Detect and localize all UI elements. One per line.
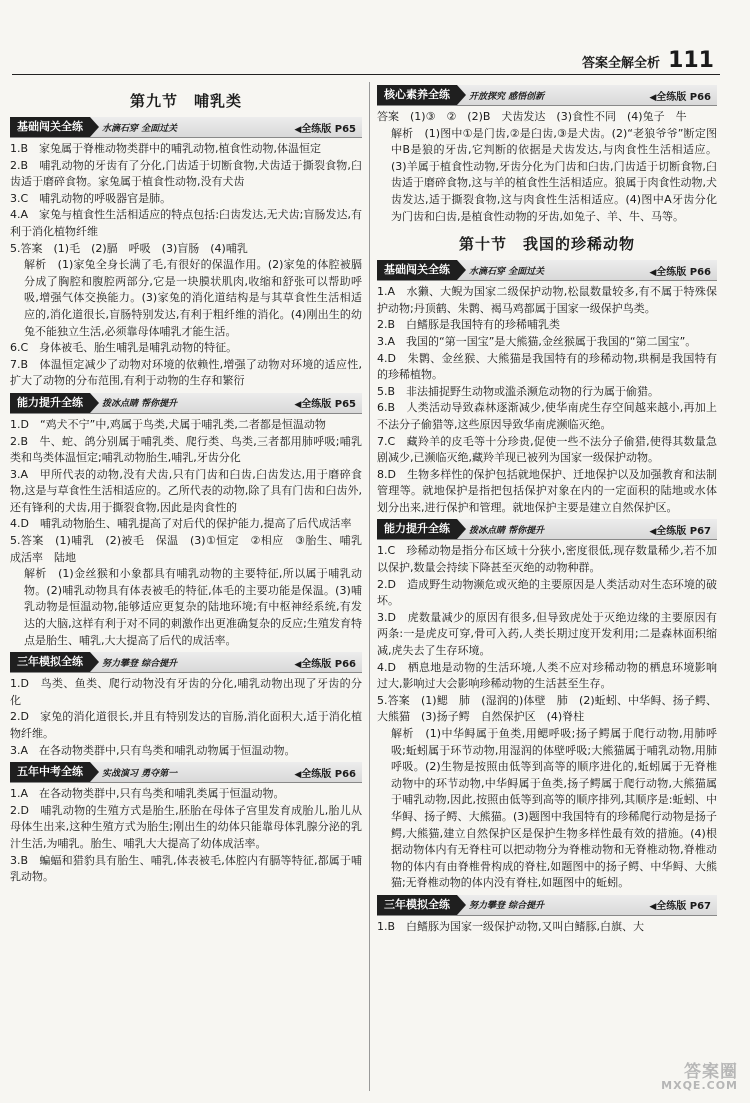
explanation: 解析 (1)金丝猴和小象都具有哺乳动物的主要特征,所以属于哺乳动物。(2)哺乳动物具有体表被毛的特征,体毛的主要功能是保温。(3)哺乳动物是恒温动物,能够适应更复杂的陆地环境;有中枢神经系统,有发达的大脑,这样有利于对不同的刺激作出更准确复杂的反应;生殖发育特点是胎生、哺乳,大大提高了后代的成活率。 bbox=[24, 567, 362, 647]
pointer-arrow-icon: ◀ bbox=[294, 769, 302, 780]
banner-tag: 基础闯关全练 bbox=[377, 260, 457, 280]
header-rule bbox=[12, 74, 720, 75]
answer-item: 5.答案 (1)哺乳 (2)被毛 保温 (3)①恒定 ②相应 ③胎生、哺乳 成活率 陆地 bbox=[10, 534, 373, 564]
answer-item: 3.A 我国的“第一国宝”是大熊猫,金丝猴属于我国的“第二国宝”。 bbox=[377, 334, 697, 348]
section-banner bbox=[10, 393, 362, 414]
answer-item: 2.B 牛、蛇、鸽分别属于哺乳类、爬行类、鸟类,三者都用肺呼吸;哺乳类和鸟类体温恒定;哺乳动物胎生,哺乳,牙齿分化 bbox=[10, 434, 362, 465]
answer-item: 1.D “鸡犬不宁”中,鸡属于鸟类,犬属于哺乳类,二者都是恒温动物 bbox=[10, 417, 326, 431]
answer-item: 4.D 朱鹮、金丝猴、大熊猫是我国特有的珍稀动物,珙桐是我国特有的珍稀植物。 bbox=[377, 351, 717, 382]
answer-item: 6.B 人类活动导致森林逐渐减少,使华南虎生存空间越来越小,再加上不法分子偷猎等,这些原因导致华南虎濒临灭绝。 bbox=[377, 401, 717, 431]
section-banner bbox=[377, 260, 717, 281]
pointer-arrow-icon: ◀ bbox=[649, 526, 657, 537]
banner-tag: 三年模拟全练 bbox=[10, 652, 90, 672]
answer-block bbox=[377, 543, 717, 891]
answer-block bbox=[377, 109, 717, 225]
answer-block bbox=[10, 676, 362, 759]
answer-item: 4.D 栖息地是动物的生活环境,人类不应对珍稀动物的栖息环境影响过大,影响过大会影响珍稀动物的生活甚至生存。 bbox=[377, 660, 717, 691]
banner-tag: 五年中考全练 bbox=[10, 762, 90, 782]
answer-item: 1.B 家兔属于脊椎动物类群中的哺乳动物,植食性动物,体温恒定 bbox=[10, 142, 322, 155]
banner-slogan: 拨冰点睛 帮你提升 bbox=[102, 399, 178, 410]
answer-item: 1.A 水獭、大鲵为国家二级保护动物,松鼠数量较多,有不属于特殊保护动物;丹顶鹤、朱鹮、褐马鸡都属于国家一级保护鸟类。 bbox=[377, 285, 717, 315]
banner-ref bbox=[294, 765, 362, 780]
watermark-logo bbox=[628, 1062, 738, 1097]
answer-item: 5.答案 (1)鳃 肺 (湿润的)体壁 肺 (2)蚯蚓、中华鲟、扬子鳄、大熊猫 (3)扬子鳄 自然保护区 (4)脊柱 bbox=[377, 693, 717, 724]
watermark-main: 答案圈 bbox=[684, 1062, 738, 1082]
banner-ref-text: 全练版 P66 bbox=[301, 658, 356, 670]
right-column bbox=[377, 82, 717, 936]
answer-item: 5.答案 (1)毛 (2)膈 呼吸 (3)盲肠 (4)哺乳 bbox=[10, 241, 248, 255]
banner-ref-text: 全练版 P65 bbox=[301, 123, 356, 135]
banner-slogan: 努力攀登 综合提升 bbox=[469, 901, 545, 912]
answer-block bbox=[377, 919, 717, 936]
answer-item: 2.D 家兔的消化道很长,并且有特别发达的盲肠,消化面积大,适于消化植物纤维。 bbox=[10, 710, 362, 740]
banner-slogan: 开放探究 感悟创新 bbox=[469, 91, 545, 102]
answer-block bbox=[377, 284, 717, 516]
pointer-arrow-icon: ◀ bbox=[649, 267, 657, 278]
answer-item: 2.D 哺乳动物的生殖方式是胎生,胚胎在母体子宫里发育成胎儿,胎儿从母体生出来,这种生殖方式为胎生;刚出生的幼体只能靠母体乳腺分泌的乳汁生活,为哺乳。胎生、哺乳大大提高了幼体成活率。 bbox=[10, 803, 362, 850]
section-banner bbox=[377, 895, 717, 916]
answer-block bbox=[10, 417, 373, 649]
banner-ref bbox=[294, 120, 362, 135]
answer-item: 1.D 鸟类、鱼类、爬行动物没有牙齿的分化,哺乳动物出现了牙齿的分化 bbox=[10, 677, 362, 707]
banner-tag: 核心素养全练 bbox=[377, 85, 457, 105]
answer-item: 答案 (1)③ ② (2)B 犬齿发达 (3)食性不同 (4)兔子 牛 bbox=[377, 110, 687, 123]
section-title: 第十节 我国的珍稀动物 bbox=[458, 235, 635, 254]
section-banner bbox=[377, 519, 717, 540]
banner-slogan: 水滴石穿 全面过关 bbox=[469, 266, 545, 277]
banner-ref-text: 全练版 P67 bbox=[656, 901, 711, 913]
section-banner bbox=[10, 652, 362, 673]
left-column bbox=[10, 82, 373, 886]
answer-item: 6.C 身体被毛、胎生哺乳是哺乳动物的特征。 bbox=[10, 341, 238, 355]
banner-tag: 三年模拟全练 bbox=[377, 895, 457, 915]
banner-ref bbox=[649, 263, 717, 278]
banner-slogan: 实战演习 勇夺第一 bbox=[102, 768, 178, 779]
pointer-arrow-icon: ◀ bbox=[294, 400, 302, 411]
banner-ref bbox=[649, 897, 717, 912]
banner-ref-text: 全练版 P66 bbox=[656, 266, 711, 278]
answer-item: 4.A 家兔与植食性生活相适应的特点包括:臼齿发达,无犬齿;盲肠发达,有利于消化植物纤维 bbox=[10, 208, 362, 238]
answer-item: 7.C 藏羚羊的皮毛等十分珍贵,促使一些不法分子偷猎,使得其数量急剧减少,已濒临灭绝,藏羚羊现已被列为国家一级保护动物。 bbox=[377, 434, 717, 465]
answer-item: 2.B 白鳍豚是我国特有的珍稀哺乳类 bbox=[377, 318, 561, 332]
banner-slogan: 努力攀登 综合提升 bbox=[102, 658, 178, 669]
banner-tag: 能力提升全练 bbox=[377, 519, 457, 539]
banner-slogan: 拨冰点睛 帮你提升 bbox=[469, 525, 545, 536]
answer-item: 3.A 甲所代表的动物,没有犬齿,只有门齿和臼齿,臼齿发达,用于磨碎食物,这是与草食性生活相适应的。乙所代表的动物,除了具有门齿和臼齿外,还有锋利的犬齿,用于撕裂食物,因此是肉食性的 bbox=[10, 467, 362, 514]
answer-item: 3.D 虎数量减少的原因有很多,但导致虎处于灭绝边缘的主要原因有两条:一是虎皮可穿,骨可入药,人类长期过度开发利用;二是森林面积缩减,虎失去了生存环境。 bbox=[377, 610, 717, 658]
explanation: 解析 (1)图中①是门齿,②是臼齿,③是犬齿。(2)“老狼爷爷”断定图中B是狼的牙齿,它判断的依据是犬齿发达,与肉食性生活相适应。(3)羊属于植食性动物,牙齿分化为门齿和臼齿,门齿适于切断食物,臼齿适于磨碎食物,这与羊的植食性生活相适应。狼属于肉食性动物,犬齿发达,适于撕裂食物,这与肉食性生活相适应。(4)图中A牙齿分化为门齿和臼齿,是植食性动物的牙齿,如兔子、羊、牛、马等。 bbox=[391, 126, 717, 223]
explanation: 解析 (1)中华鲟属于鱼类,用鳃呼吸;扬子鳄属于爬行动物,用肺呼吸;蚯蚓属于环节动物,用湿润的体壁呼吸;大熊猫属于哺乳动物,用肺呼吸。(2)生物是按照由低等到高等的顺序进化的,蚯蚓属于无脊椎动物中的环节动物,中华鲟属于鱼类,扬子鳄属于爬行动物,大熊猫属于哺乳动物,因此,按照由低等到高等的顺序排列,其顺序是:蚯蚓、中华鲟、扬子鳄、大熊猫。(3)题图中我国特有的珍稀爬行动物是扬子鳄,大熊猫,建立自然保护区是保护生物多样性最有效的措施。(4)根据动物体内有无脊柱可以把动物分为脊椎动物和无脊椎动物,脊椎动物的体内有由脊椎骨构成的脊柱,如题图中的扬子鳄、中华鲟、大熊猫;无脊椎动物的体内没有脊柱,如题图中的蚯蚓。 bbox=[391, 727, 717, 890]
answer-item: 2.D 造成野生动物濒危或灭绝的主要原因是人类活动对生态环境的破坏。 bbox=[377, 577, 717, 608]
pointer-arrow-icon: ◀ bbox=[294, 124, 302, 135]
section-banner bbox=[10, 117, 362, 138]
answer-item: 1.A 在各动物类群中,只有鸟类和哺乳类属于恒温动物。 bbox=[10, 787, 285, 801]
header-title: 答案全解全析 bbox=[582, 56, 661, 71]
answer-item: 3.A 在各动物类群中,只有鸟类和哺乳动物属于恒温动物。 bbox=[10, 743, 296, 757]
answer-item: 4.D 哺乳动物胎生、哺乳提高了对后代的保护能力,提高了后代成活率 bbox=[10, 517, 352, 531]
banner-ref-text: 全练版 P65 bbox=[301, 399, 356, 411]
answer-block bbox=[10, 141, 362, 390]
page-number: 111 bbox=[668, 48, 714, 73]
answer-item: 3.C 哺乳动物的呼吸器官是肺。 bbox=[10, 191, 172, 205]
answer-item: 1.C 珍稀动物是指分布区域十分狭小,密度很低,现存数量稀少,若不加以保护,数量会持续下降甚至灭绝的动物种群。 bbox=[377, 544, 717, 575]
pointer-arrow-icon: ◀ bbox=[649, 92, 657, 103]
pointer-arrow-icon: ◀ bbox=[294, 659, 302, 670]
running-header bbox=[582, 48, 714, 73]
section-banner bbox=[10, 762, 362, 783]
section-banner bbox=[377, 85, 717, 106]
watermark-sub: MXQE.COM bbox=[661, 1079, 738, 1092]
answer-item: 8.D 生物多样性的保护包括就地保护、迁地保护以及加强教育和法制管理等。就地保护是指把包括保护对象在内的一定面积的陆地或水体划分出来,进行保护和管理。就地保护主要是建立自然保护区。 bbox=[377, 467, 717, 514]
answer-item: 7.B 体温恒定减少了动物对环境的依赖性,增强了动物对环境的适应性,扩大了动物的分布范围,有利于动物的生存和繁衍 bbox=[10, 357, 362, 388]
explanation: 解析 (1)家兔全身长满了毛,有很好的保温作用。(2)家兔的体腔被膈分成了胸腔和腹腔两部分,它是一块膜状肌肉,收缩和舒张可以帮助呼吸,增强气体交换能力。(3)家兔的消化道结构是与其草食性生活相适应的,消化道很长,盲肠特别发达,有利于粗纤维的消化。(4)刚出生的幼兔不能独立生活,必须靠母体哺乳才能生活。 bbox=[24, 258, 362, 338]
banner-ref bbox=[294, 395, 362, 410]
answer-item: 1.B 白鳍豚为国家一级保护动物,又叫白鳍豚,白旗、大 bbox=[377, 919, 645, 933]
banner-slogan: 水滴石穿 全面过关 bbox=[102, 123, 178, 134]
answer-item: 2.B 哺乳动物的牙齿有了分化,门齿适于切断食物,犬齿适于撕裂食物,臼齿适于磨碎食物。家兔属于植食性动物,没有犬齿 bbox=[10, 158, 362, 189]
pointer-arrow-icon: ◀ bbox=[649, 902, 657, 913]
section-title: 第九节 哺乳类 bbox=[129, 92, 242, 110]
banner-ref bbox=[649, 88, 717, 103]
column-divider bbox=[369, 82, 370, 1091]
answer-item: 3.B 蝙蝠和猎豹具有胎生、哺乳,体表被毛,体腔内有膈等特征,都属于哺乳动物。 bbox=[10, 853, 362, 884]
banner-ref-text: 全练版 P66 bbox=[656, 91, 711, 103]
banner-ref-text: 全练版 P67 bbox=[656, 525, 711, 537]
banner-tag: 能力提升全练 bbox=[10, 393, 90, 413]
banner-ref bbox=[294, 655, 362, 670]
banner-ref bbox=[649, 522, 717, 537]
answer-item: 5.B 非法捕捉野生动物或滥杀濒危动物的行为属于偷猎。 bbox=[377, 384, 660, 398]
banner-tag: 基础闯关全练 bbox=[10, 117, 90, 137]
banner-ref-text: 全练版 P66 bbox=[301, 768, 356, 780]
answer-block bbox=[10, 786, 362, 886]
